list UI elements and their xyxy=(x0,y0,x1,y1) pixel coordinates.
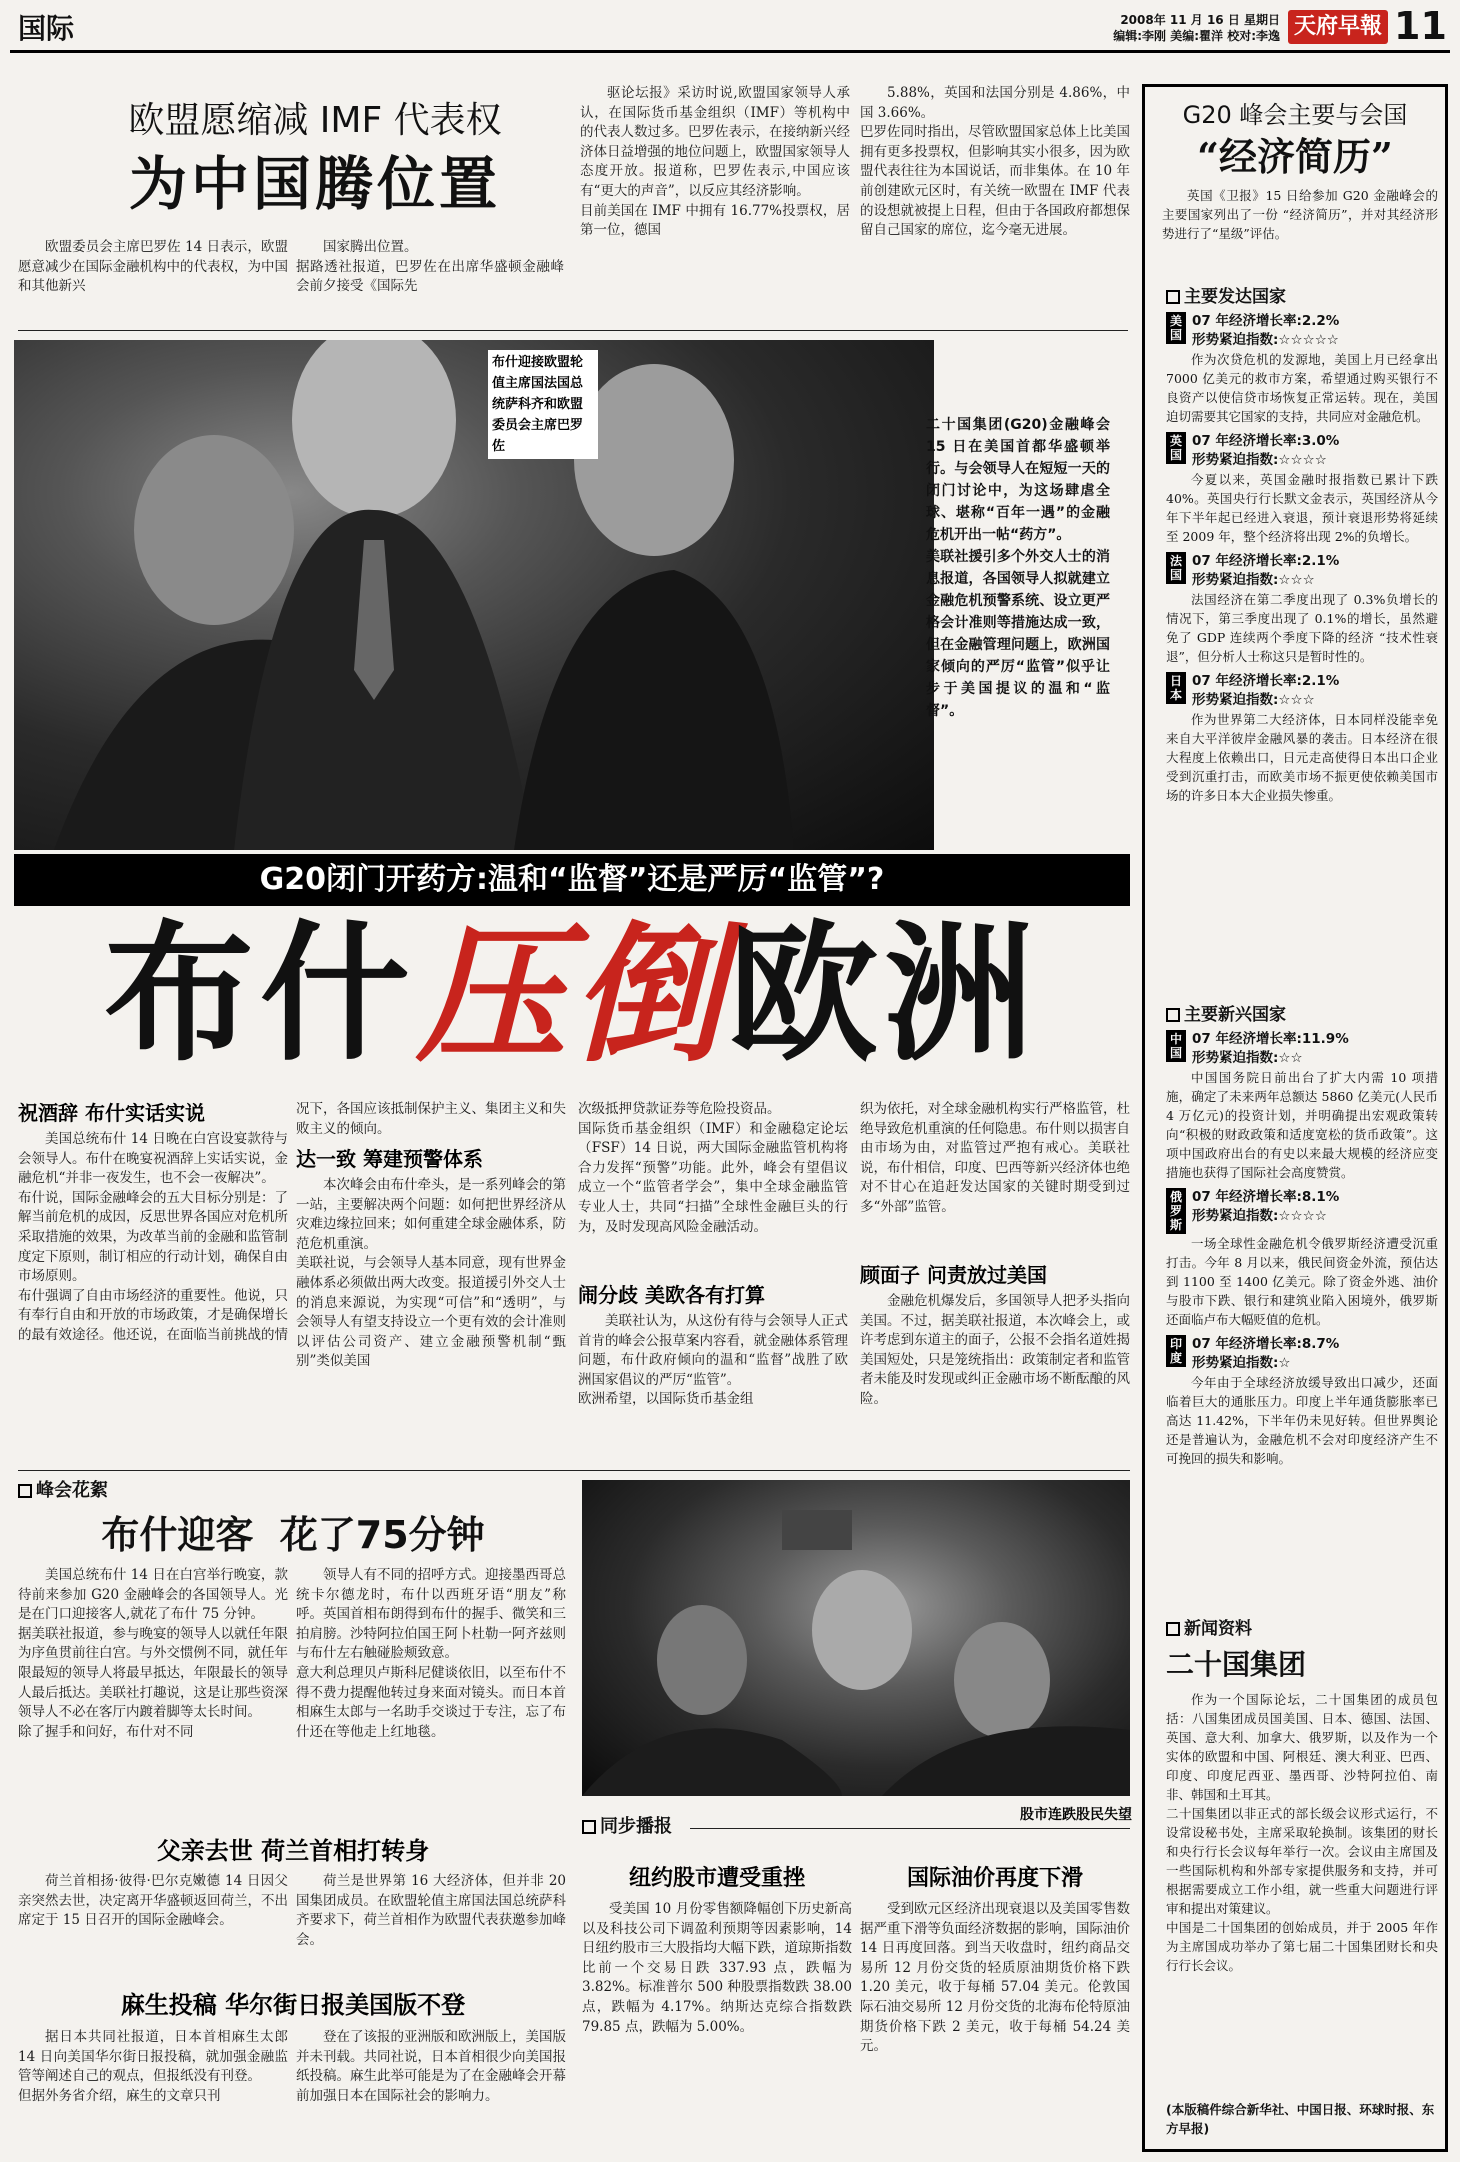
country-header xyxy=(1166,672,1438,710)
section-box-icon xyxy=(1166,1008,1180,1022)
sidebar-news-headline: 二十国集团 xyxy=(1166,1648,1307,1681)
main-intro-bold: 二十国集团(G20)金融峰会 15 日在美国首都华盛顿举行。与会领导人在短短一天的闭门讨论中，为这场肆虐全球、堪称“百年一遇”的金融危机开出一帖“药方”。 美联社援引多个外交人士的消息报道，各国领导人拟就建立金融危机预警系统、设立更严格会计准则等措施达成一致，但在金融管理问题上，欧洲国家倾向的严厉“监管”似乎让步于美国提议的温和“监督”。 xyxy=(926,417,1110,719)
summit-sub3: 麻生投稿 华尔街日报美国版不登 xyxy=(120,1991,466,2019)
country-entry xyxy=(1166,1030,1438,1182)
section-box-icon xyxy=(582,1820,596,1834)
sync-section-label xyxy=(582,1816,672,1838)
sidebar-source-note: (本版稿件综合新华社、中国日报、环球时报、东方早报) xyxy=(1166,2102,1435,2136)
sync-headline-2: 国际油价再度下滑 xyxy=(906,1866,1083,1891)
country-entry xyxy=(1166,432,1438,546)
section-box-icon xyxy=(1166,1622,1180,1636)
country-flag-label: 美国 xyxy=(1166,312,1186,344)
country-header xyxy=(1166,552,1438,590)
country-growth: 07 年经济增长率:11.9% xyxy=(1192,1031,1349,1047)
sidebar-developed-list xyxy=(1166,312,1438,1004)
headline-part-b: 压倒 xyxy=(415,907,728,1083)
country-growth: 07 年经济增长率:8.7% xyxy=(1192,1336,1340,1352)
summit-col1: 美国总统布什 14 日在白宫举行晚宴，款待前来参加 G20 金融峰会的各国领导人。光是在门口迎接客人,就花了布什 75 分钟。 据美联社报道，参与晚宴的领导人以就任年限为序鱼贯前往白宫。与外交惯例不同，就任年限最短的领导人将最早抵达，年限最长的领导人最后抵达。美联社打趣说，这是让那些资深领导人不必在客厅内踱着脚等太长时间。 除了握手和问好，布什对不同 xyxy=(18,1567,288,1740)
sidebar-group2-label-text: 主要新兴国家 xyxy=(1184,1005,1286,1025)
country-urgency-index: 形势紧迫指数:☆☆☆☆☆ xyxy=(1192,332,1339,348)
top-col1: 欧盟委员会主席巴罗佐 14 日表示，欧盟愿意减少在国际金融机构中的代表权，为中国和其他新兴 xyxy=(18,239,288,295)
sync-section-label-text: 同步播报 xyxy=(600,1816,672,1837)
country-entry xyxy=(1166,1335,1438,1468)
section-box-icon xyxy=(1166,290,1180,304)
main-sub1: 祝酒辞 布什实话实说 xyxy=(18,1101,205,1125)
summit-col3: 荷兰首相扬·彼得·巴尔克嫩德 14 日因父亲突然去世，决定离开华盛顿返回荷兰，不出席定于 15 日召开的国际金融峰会。 xyxy=(18,1873,288,1929)
main-sub3: 闹分歧 美欧各有打算 xyxy=(578,1283,765,1307)
country-stats xyxy=(1192,312,1339,350)
country-summary: 作为次贷危机的发源地，美国上月已经拿出 7000 亿美元的救市方案，希望通过购买银行不良资产以使信贷市场恢复正常运转。现在，美国迫切需要其它国家的支持，共同应对金融危机。 xyxy=(1166,352,1438,424)
market-photo xyxy=(582,1480,1130,1796)
main-sub4: 顾面子 问责放过美国 xyxy=(860,1263,1047,1287)
date-line: 2008年 11 月 16 日 星期日 xyxy=(1120,13,1280,27)
summit-col5: 据日本共同社报道，日本首相麻生太郎 14 日向美国华尔街日报投稿，就加强金融监管等阐述自己的观点，但报纸没有刊登。 但据外务省介绍，麻生的文章只刊 xyxy=(18,2029,288,2104)
paper-logo: 天府早報 xyxy=(1288,10,1388,44)
sync-body-1: 受美国 10 月份零售额降幅创下历史新高以及科技公司下调盈利预期等因素影响，14 日纽约股市三大股指均大幅下跌，道琼斯指数比前一个交易日跌 337.93 点，跌幅为 3.82%。标准普尔 500 种股票指数跌 38.00 点，跌幅为 4.17%。纳斯达克综合指数跌 79.85 点，跌幅为 5.00%。 xyxy=(582,1901,852,2035)
country-flag-label: 法国 xyxy=(1166,552,1186,584)
top-col2: 国家腾出位置。 据路透社报道，巴罗佐在出席华盛顿金融峰会前夕接受《国际先 xyxy=(296,239,564,295)
headline-part-c: 欧洲 xyxy=(728,908,1041,1082)
section-box-icon xyxy=(18,1484,32,1498)
country-urgency-index: 形势紧迫指数:☆☆☆☆ xyxy=(1192,1208,1327,1224)
country-stats xyxy=(1192,1188,1339,1226)
market-photo-art xyxy=(582,1480,1130,1796)
page-number: 11 xyxy=(1394,4,1447,48)
country-entry xyxy=(1166,312,1438,426)
main-col2a: 况下，各国应该抵制保护主义、集团主义和失败主义的倾向。 xyxy=(296,1101,566,1137)
summit-section-label-text: 峰会花絮 xyxy=(36,1480,108,1501)
country-header xyxy=(1166,1188,1438,1234)
country-entry xyxy=(1166,552,1438,666)
country-growth: 07 年经济增长率:3.0% xyxy=(1192,433,1340,449)
main-col4a: 织为依托，对全球金融机构实行严格监管，杜绝导致危机重演的任何隐患。布什则以损害自由市场为由，对监管过严抱有戒心。美联社说，布什相信，印度、巴西等新兴经济体也绝对不甘心在追赶发达国家的关键时期受到过多“外部”监管。 xyxy=(860,1101,1130,1215)
country-stats xyxy=(1192,672,1339,710)
sidebar-news-label-text: 新闻资料 xyxy=(1184,1619,1252,1639)
country-flag-label: 中国 xyxy=(1166,1030,1186,1062)
main-col1: 美国总统布什 14 日晚在白宫设宴款待与会领导人。布什在晚宴祝酒辞上实话实说，金融危机“并非一夜发生，也不会一夜解决”。 布什说，国际金融峰会的五大目标分别是：了解当前危机的成因，反思世界各国应对危机所采取措施的效果，为改革当前的金融和监管制度定下原则，制订相应的行动计划，确保自由市场原则。 布什强调了自由市场经济的重要性。他说，只有奉行自由和开放的市场政策，才是确保增长的最有效途径。他还说，在面临当前挑战的情 xyxy=(18,1131,288,1343)
country-summary: 今年由于全球经济放缓导致出口减少，还面临着巨大的通胀压力。印度上半年通货膨胀率已高达 11.42%，下半年仍未见好转。但世界舆论还是普遍认为，金融危机不会对印度经济产生不可挽回的损失和影响。 xyxy=(1166,1375,1438,1466)
country-entry xyxy=(1166,1188,1438,1329)
country-growth: 07 年经济增长率:2.1% xyxy=(1192,553,1340,569)
summit-col6: 登在了该报的亚洲版和欧洲版上，美国版并未刊载。共同社说，日本首相很少向美国报纸投稿。麻生此举可能是为了在金融峰会开幕前加强日本在国际社会的影响力。 xyxy=(296,2029,566,2104)
country-flag-label: 英国 xyxy=(1166,432,1186,464)
country-summary: 中国国务院日前出台了扩大内需 10 项措施，确定了未来两年总额达 5860 亿美元(人民币 4 万亿元)的投资计划，并明确提出宏观政策转向“积极的财政政策和适度宽松的货币政策”。这项中国政府出台的有史以来最大规模的经济应变措施也获得了国际社会高度赞赏。 xyxy=(1166,1070,1438,1180)
country-flag-label: 日本 xyxy=(1166,672,1186,704)
sync-body-2: 受到欧元区经济出现衰退以及美国零售数据严重下滑等负面经济数据的影响，国际油价 14 日再度回落。到当天收盘时，纽约商品交易所 12 月份交货的轻质原油期货价格下跌 1.20 美元，收于每桶 57.04 美元。伦敦国际石油交易所 12 月份交货的北海布伦特原油期货价格下跌 2 美元，收于每桶 54.24 美元。 xyxy=(860,1901,1130,2055)
country-urgency-index: 形势紧迫指数:☆☆☆ xyxy=(1192,692,1315,708)
sync-rule xyxy=(690,1828,1130,1829)
mid-rule xyxy=(18,1470,1130,1471)
summit-sub2: 父亲去世 荷兰首相打转身 xyxy=(156,1837,430,1865)
country-summary: 作为世界第二大经济体，日本同样没能幸免来自大平洋彼岸金融风暴的袭击。日本经济在很大程度上依赖出口，日元走高使得日本出口企业受到沉重打击，而欧美市场不振更使依赖美国市场的许多日本大企业损失惨重。 xyxy=(1166,712,1438,803)
sidebar-intro: 英国《卫报》15 日给参加 G20 金融峰会的主要国家列出了一份 “经济简历”，并对其经济形势进行了“星级”评估。 xyxy=(1162,188,1438,241)
main-deck-banner: G20闭门开药方:温和“监督”还是严厉“监管”? xyxy=(14,854,1130,906)
country-stats xyxy=(1192,552,1339,590)
main-sub2: 达一致 筹建预警体系 xyxy=(296,1147,483,1171)
summit-col4: 荷兰是世界第 16 大经济体，但并非 20 国集团成员。在欧盟轮值主席国法国总统萨科齐要求下，荷兰首相作为欧盟代表获邀参加峰会。 xyxy=(296,1873,566,1948)
country-stats xyxy=(1192,1030,1349,1068)
main-col3a: 次级抵押贷款证券等危险投资品。 国际货币基金组织（IMF）和金融稳定论坛（FSF）14 日说，两大国际金融监管机构将合力发挥“预警”功能。此外，峰会有望倡议成立一个“监管者学会”，集中全球金融监管专业人士，共同“扫描”全球性金融巨头的行为，及时发现高风险金融活动。 xyxy=(578,1101,848,1235)
country-summary: 一场全球性金融危机令俄罗斯经济遭受沉重打击。今年 8 月以来，俄民间资金外流，预估达到 1100 至 1400 亿美元。除了资金外逃、油价与股市下跌、银行和建筑业陷入困境外，俄罗斯还面临卢布大幅贬值的危机。 xyxy=(1166,1236,1438,1327)
main-col4b: 金融危机爆发后，多国领导人把矛头指向美国。不过，据美联社报道，本次峰会上，或许考虑到东道主的面子，公报不会指名道姓揭美国短处，只是笼统指出：政策制定者和监管者未能及时发现或纠正金融市场不断酝酿的风险。 xyxy=(860,1293,1130,1407)
country-urgency-index: 形势紧迫指数:☆☆☆☆ xyxy=(1192,452,1327,468)
sync-headline-1: 纽约股市遭受重挫 xyxy=(628,1866,805,1891)
country-header xyxy=(1166,312,1438,350)
country-header xyxy=(1166,1030,1438,1068)
main-col2b: 本次峰会由布什牵头，是一系列峰会的第一站，主要解决两个问题：如何把世界经济从灾难边缘拉回来；如何重建全球金融体系，防范危机重演。 美联社说，与会领导人基本同意，现有世界金融体系必须做出两大改变。报道援引外交人士的消息来源说，为实现“可信”和“透明”，与会领导人有望支持设立一个更有效的会计准则以评估公司资产、建立金融预警机制“甄别”类似美国 xyxy=(296,1177,566,1370)
summit-headline: 布什迎客 花了75分钟 xyxy=(101,1513,485,1557)
sidebar-emerging-list xyxy=(1166,1030,1438,1606)
sidebar-group2-label xyxy=(1166,1004,1286,1026)
country-summary: 法国经济在第二季度出现了 0.3%负增长的情况下，第三季度出现了 0.1%的增长，虽然避免了 GDP 连续两个季度下降的经济 “技术性衰退”，但分析人士称这只是暂时性的。 xyxy=(1166,592,1438,664)
summit-col2: 领导人有不同的招呼方式。迎接墨西哥总统卡尔德龙时，布什以西班牙语“朋友”称呼。英国首相布朗得到布什的握手、微笑和三拍肩膀。沙特阿拉伯国王阿卜杜勒一阿齐兹则与布什左右触碰脸颊致意。 意大利总理贝卢斯科尼健谈依旧，以至布什不得不费力提醒他转过身来面对镜头。而日本首相麻生太郎与一名助手交谈过于专注，忘了布什还在等他走上红地毯。 xyxy=(296,1567,566,1740)
market-photo-caption: 股市连跌股民失望 xyxy=(1020,1807,1132,1823)
section-name: 国际 xyxy=(18,12,75,45)
country-urgency-index: 形势紧迫指数:☆☆☆ xyxy=(1192,572,1315,588)
sidebar-headline: “经济简历” xyxy=(1197,134,1393,179)
main-col3b: 美联社认为，从这份有待与会领导人正式首肯的峰会公报草案内容看，就金融体系管理问题，布什政府倾向的温和“监督”战胜了欧洲国家倡议的严厉“监管”。 欧洲希望，以国际货币基金组 xyxy=(578,1313,848,1408)
top-col4: 5.88%，英国和法国分别是 4.86%，中国 3.66%。 巴罗佐同时指出，尽管欧盟国家总体上比美国拥有更多投票权，但影响其实小很多，因为欧盟代表往往为本国说话，而非集体。在 10 年前创建欧元区时，有关统一欧盟在 IMF 代表的设想就被提上日程，但由于各国政府都想保留自己国家的席位，迄今毫无进展。 xyxy=(860,85,1130,239)
summit-section-label xyxy=(18,1480,108,1502)
country-stats xyxy=(1192,1335,1339,1373)
leaders-photo xyxy=(14,340,934,850)
top-headline: 为中国腾位置 xyxy=(128,150,501,218)
sidebar-news-body: 作为一个国际论坛，二十国集团的成员包括：八国集团成员国美国、日本、德国、法国、英国、意大利、加拿大、俄罗斯，以及作为一个实体的欧盟和中国、阿根廷、澳大利亚、巴西、印度、印度尼西亚、墨西哥、沙特阿拉伯、南非、韩国和土耳其。 二十国集团以非正式的部长级会议形式运行，不设常设秘书处，主席采取轮换制。该集团的财长和央行行长会议每年举行一次。会议由主席国及一些国际机构和外部专家提供服务和支持，并可根据需要成立工作小组，就一些重大问题进行评审和提出对策建议。 中国是二十国集团的创始成员，并于 2005 年作为主席国成功举办了第七届二十国集团财长和央行行长会议。 xyxy=(1166,1692,1438,1973)
country-urgency-index: 形势紧迫指数:☆☆ xyxy=(1192,1050,1303,1066)
editors-line: 编辑:李刚 美编:瞿洋 校对:李逸 xyxy=(1113,29,1280,43)
country-growth: 07 年经济增长率:2.2% xyxy=(1192,313,1340,329)
leaders-photo-art xyxy=(14,340,934,850)
top-kicker: 欧盟愿缩减 IMF 代表权 xyxy=(128,100,502,141)
sidebar-kicker: G20 峰会主要与会国 xyxy=(1182,101,1408,129)
country-growth: 07 年经济增长率:2.1% xyxy=(1192,673,1340,689)
country-flag-label: 俄罗斯 xyxy=(1166,1188,1186,1234)
country-flag-label: 印度 xyxy=(1166,1335,1186,1367)
country-header xyxy=(1166,432,1438,470)
sidebar-group1-label xyxy=(1166,286,1286,308)
top-col3: 驱论坛报》采访时说,欧盟国家领导人承认，在国际货币基金组织（IMF）等机构中的代表人数过多。巴罗佐表示，在接纳新兴经济体日益增强的地位问题上，欧盟国家领导人态度开放。报道称，巴罗佐表示,中国应该有“更大的声音”，以反应其经济影响。 目前美国在 IMF 中拥有 16.77%投票权，居第一位，德国 xyxy=(580,85,850,239)
country-growth: 07 年经济增长率:8.1% xyxy=(1192,1189,1340,1205)
country-header xyxy=(1166,1335,1438,1373)
country-stats xyxy=(1192,432,1339,470)
headline-part-a: 布什 xyxy=(103,908,416,1082)
country-summary: 今夏以来，英国金融时报指数已累计下跌 40%。英国央行行长默文金表示，英国经济从今年下半年起已经进入衰退，预计衰退形势将延续至 2009 年，整个经济将出现 2%的负增长。 xyxy=(1166,472,1438,544)
top-rule xyxy=(18,330,1128,331)
main-headline xyxy=(14,907,1130,1083)
country-entry xyxy=(1166,672,1438,805)
country-urgency-index: 形势紧迫指数:☆ xyxy=(1192,1355,1291,1371)
masthead-rule xyxy=(10,50,1450,53)
leaders-photo-caption: 布什迎接欧盟轮值主席国法国总统萨科齐和欧盟委员会主席巴罗佐 xyxy=(488,350,598,459)
sidebar-news-label xyxy=(1166,1618,1252,1640)
sidebar-group1-label-text: 主要发达国家 xyxy=(1184,287,1286,307)
